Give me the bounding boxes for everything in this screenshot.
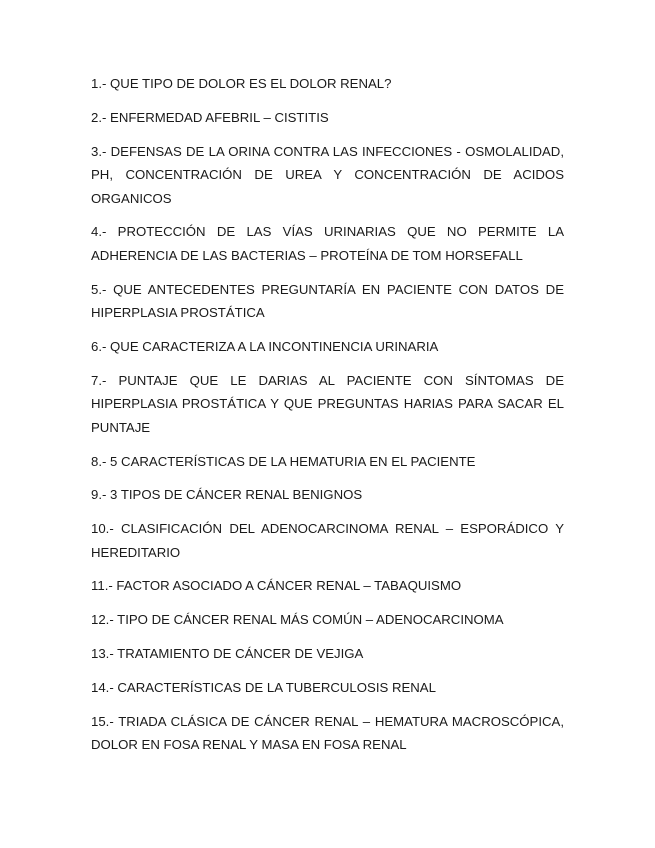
question-item: 15.- TRIADA CLÁSICA DE CÁNCER RENAL – HEMATURA MACROSCÓPICA, DOLOR EN FOSA RENAL Y MASA EN FOSA RENAL — [91, 713, 564, 753]
question-item: 9.- 3 TIPOS DE CÁNCER RENAL BENIGNOS — [91, 487, 363, 503]
question-item: 10.- CLASIFICACIÓN DEL ADENOCARCINOMA RENAL – ESPORÁDICO Y HEREDITARIO — [91, 521, 564, 560]
question-item: 8.- 5 CARACTERÍSTICAS DE LA HEMATURIA EN EL PACIENTE — [91, 453, 476, 469]
question-item: 1.- QUE TIPO DE DOLOR ES EL DOLOR RENAL? — [91, 76, 392, 91]
question-item: 14.- CARACTERÍSTICAS DE LA TUBERCULOSIS RENAL — [91, 679, 436, 695]
question-item: 2.- ENFERMEDAD AFEBRIL – CISTITIS — [91, 109, 329, 125]
question-item: 4.- PROTECCIÓN DE LAS VÍAS URINARIAS QUE NO PERMITE LA ADHERENCIA DE LAS BACTERIAS – PROTEÍNA DE TOM HORSEFALL — [91, 224, 564, 263]
question-item: 3.- DEFENSAS DE LA ORINA CONTRA LAS INFECCIONES - OSMOLALIDAD, PH, CONCENTRACIÓN DE UREA Y CONCENTRACIÓN DE ACIDOS ORGANICOS — [91, 143, 564, 206]
question-list — [91, 72, 564, 767]
question-item: 13.- TRATAMIENTO DE CÁNCER DE VEJIGA — [91, 646, 364, 662]
question-item: 12.- TIPO DE CÁNCER RENAL MÁS COMÚN – ADENOCARCINOMA — [91, 612, 504, 628]
question-item: 6.- QUE CARACTERIZA A LA INCONTINENCIA URINARIA — [91, 338, 439, 354]
question-item: 7.- PUNTAJE QUE LE DARIAS AL PACIENTE CON SÍNTOMAS DE HIPERPLASIA PROSTÁTICA Y QUE PREGUNTAS HARIAS PARA SACAR EL PUNTAJE — [91, 372, 564, 435]
question-item: 5.- QUE ANTECEDENTES PREGUNTARÍA EN PACIENTE CON DATOS DE HIPERPLASIA PROSTÁTICA — [91, 281, 564, 321]
question-item: 11.- FACTOR ASOCIADO A CÁNCER RENAL – TABAQUISMO — [91, 578, 462, 594]
